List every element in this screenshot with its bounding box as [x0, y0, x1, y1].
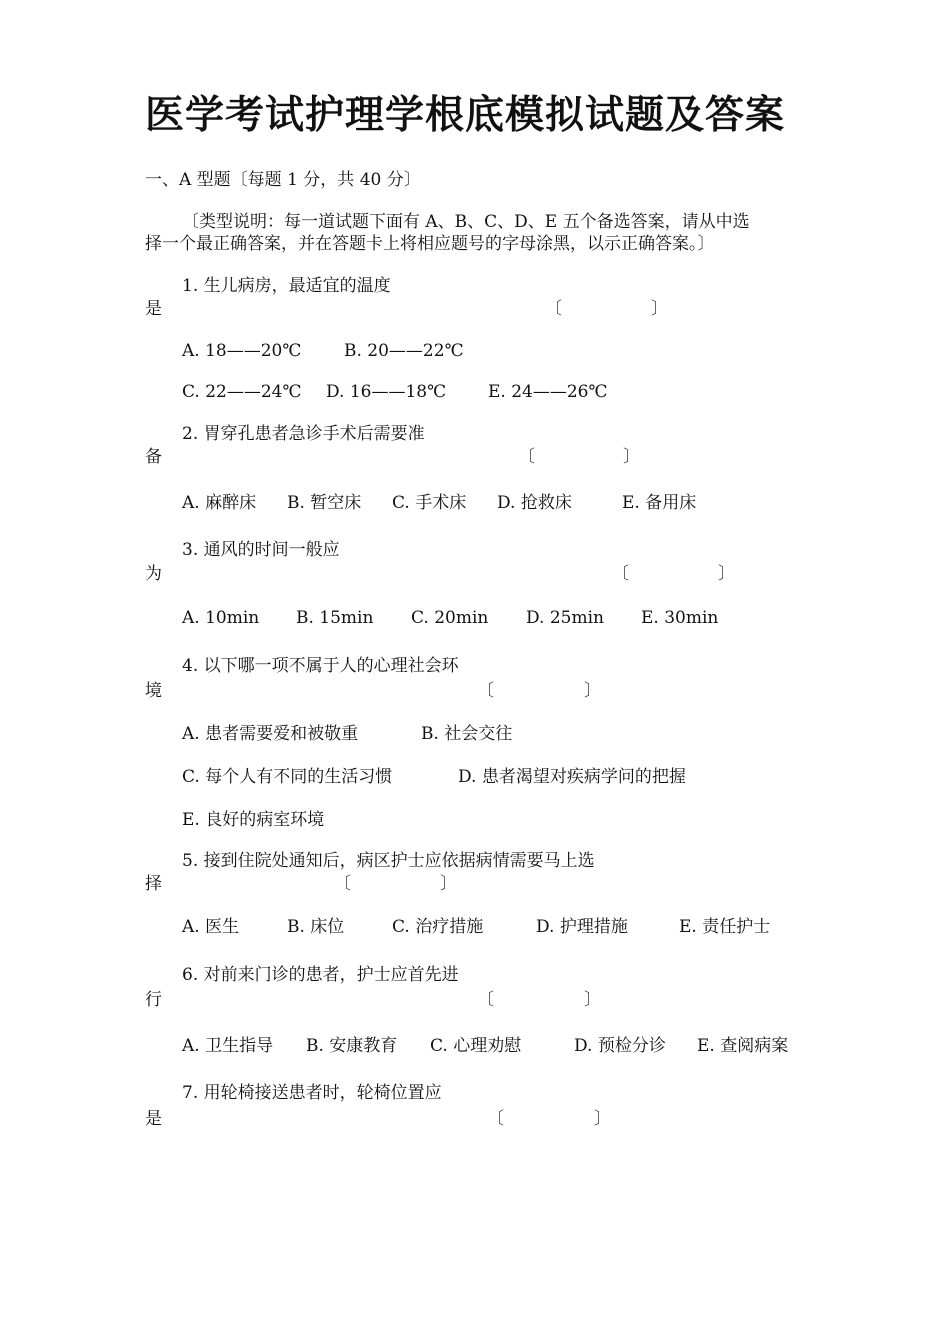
answer-option: E. 良好的病室环境	[182, 810, 325, 830]
answer-paren-close: 〕	[584, 681, 601, 701]
question-stem: 2. 胃穿孔患者急诊手术后需要准	[182, 424, 425, 444]
answer-option: E. 责任护士	[679, 917, 771, 937]
answer-paren-open: 〔	[518, 447, 535, 467]
answer-paren-close: 〕	[440, 874, 457, 894]
question-stem-tail: 择	[145, 874, 162, 894]
answer-option: B. 安康教育	[306, 1036, 398, 1056]
answer-option: B. 20——22℃	[344, 341, 464, 361]
question-stem-tail: 备	[145, 447, 162, 467]
answer-paren-close: 〕	[594, 1109, 611, 1129]
answer-option: C. 手术床	[392, 493, 467, 513]
question-stem-tail: 行	[145, 990, 162, 1010]
answer-paren-close: 〕	[651, 299, 668, 319]
answer-option: D. 16——18℃	[326, 382, 447, 402]
answer-option: C. 心理劝慰	[430, 1036, 522, 1056]
answer-option: D. 25min	[526, 608, 604, 628]
answer-paren-close: 〕	[623, 447, 640, 467]
answer-option: A. 18——20℃	[182, 341, 302, 361]
answer-paren-open: 〔	[477, 681, 494, 701]
answer-paren-open: 〔	[612, 564, 629, 584]
answer-option: C. 20min	[411, 608, 489, 628]
answer-option: E. 备用床	[622, 493, 697, 513]
question-stem-tail: 是	[145, 299, 162, 319]
section-note-line-1: 〔类型说明：每一道试题下面有 A、B、C、D、E 五个备选答案，请从中选	[182, 212, 750, 232]
answer-paren-open: 〔	[477, 990, 494, 1010]
question-stem-tail: 为	[145, 564, 162, 584]
answer-option: B. 15min	[296, 608, 374, 628]
answer-option: C. 治疗措施	[392, 917, 484, 937]
section-note-line-2: 择一个最正确答案，并在答题卡上将相应题号的字母涂黑，以示正确答案。〕	[145, 234, 715, 254]
answer-option: A. 10min	[182, 608, 260, 628]
answer-option: E. 24——26℃	[488, 382, 608, 402]
question-stem-tail: 是	[145, 1109, 162, 1129]
answer-paren-close: 〕	[718, 564, 735, 584]
question-stem: 4. 以下哪一项不属于人的心理社会环	[182, 656, 459, 676]
answer-option: B. 暂空床	[287, 493, 362, 513]
answer-option: A. 医生	[182, 917, 240, 937]
question-stem: 7. 用轮椅接送患者时，轮椅位置应	[182, 1083, 442, 1103]
answer-option: C. 每个人有不同的生活习惯	[182, 767, 393, 787]
answer-option: B. 社会交往	[421, 724, 513, 744]
answer-paren-open: 〔	[545, 299, 562, 319]
answer-option: E. 30min	[641, 608, 719, 628]
question-stem-tail: 境	[145, 681, 162, 701]
question-stem: 6. 对前来门诊的患者，护士应首先进	[182, 965, 459, 985]
answer-option: C. 22——24℃	[182, 382, 302, 402]
page-title: 医学考试护理学根底模拟试题及答案	[145, 93, 786, 138]
section-heading: 一、A 型题〔每题 1 分，共 40 分〕	[145, 170, 421, 190]
answer-option: B. 床位	[287, 917, 345, 937]
question-stem: 1. 生儿病房，最适宜的温度	[182, 276, 391, 296]
answer-paren-open: 〔	[334, 874, 351, 894]
answer-option: A. 麻醉床	[182, 493, 257, 513]
answer-option: D. 抢救床	[497, 493, 572, 513]
answer-option: A. 患者需要爱和被敬重	[182, 724, 359, 744]
answer-option: D. 护理措施	[536, 917, 628, 937]
answer-paren-close: 〕	[584, 990, 601, 1010]
answer-option: D. 预检分诊	[574, 1036, 666, 1056]
answer-option: D. 患者渴望对疾病学问的把握	[458, 767, 686, 787]
question-stem: 3. 通风的时间一般应	[182, 540, 340, 560]
answer-option: E. 查阅病案	[697, 1036, 789, 1056]
answer-paren-open: 〔	[487, 1109, 504, 1129]
answer-option: A. 卫生指导	[182, 1036, 274, 1056]
question-stem: 5. 接到住院处通知后，病区护士应依据病情需要马上选	[182, 851, 595, 871]
